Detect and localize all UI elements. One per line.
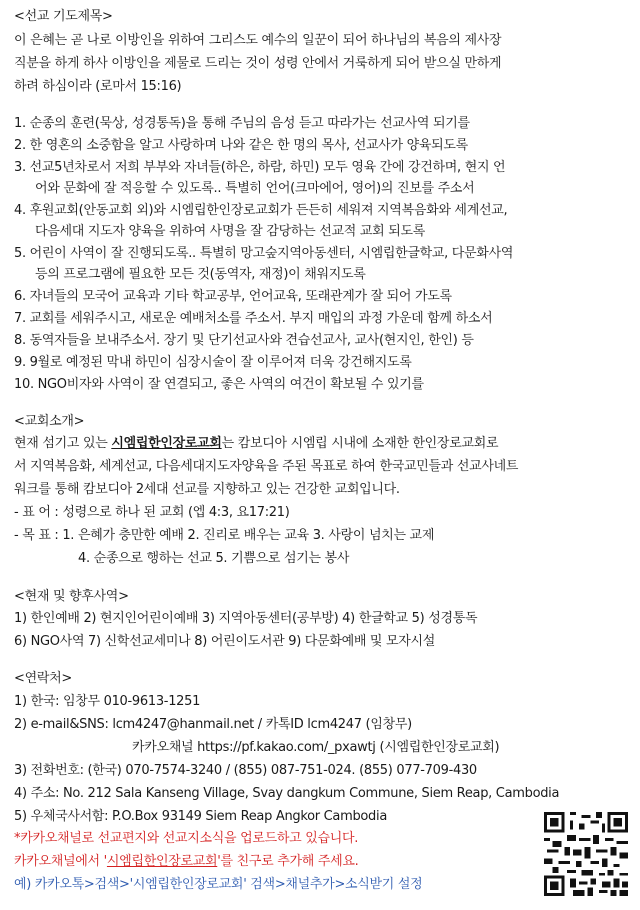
prayer-item-cont: 등의 프로그램에 필요한 모든 것(동역자, 재정)이 채워지도록 (35, 267, 366, 282)
contact-heading: <연락처> (14, 671, 72, 686)
contact-po-box: 5) 우체국사서함: P.O.Box 93149 Siem Reap Angkor Cambodia (14, 809, 387, 824)
ministry-line: 6) NGO사역 7) 신학선교세미나 8) 어린이도서관 9) 다문화예배 및 모자시설 (14, 634, 436, 649)
prayer-item: 10. NGO비자와 사역이 잘 연결되고, 좋은 사역의 여건이 확보될 수 있기를 (14, 377, 424, 392)
prayer-item: 3. 선교5년차로서 저희 부부와 자녀들(하은, 하람, 하민) 모두 영육 간에 강건하며, 현지 언 (14, 160, 506, 175)
church-intro-post: 는 캄보디아 시엠립 시내에 소재한 한인장로교회로 (221, 436, 499, 451)
notice-line: *카카오채널로 선교편지와 선교지소식을 업로드하고 있습니다. (14, 831, 359, 846)
prayer-item-cont: 어와 문화에 잘 적응할 수 있도록.. 특별히 언어(크마에어, 영어)의 진보를 주소서 (35, 181, 475, 196)
prayer-item: 8. 동역자들을 보내주소서. 장기 및 단기선교사와 견습선교사, 교사(현지인, 한인) 등 (14, 333, 474, 348)
contact-phone-local: 3) 전화번호: (한국) 070-7574-3240 / (855) 087-751-024. (855) 077-709-430 (14, 763, 477, 778)
prayer-item: 2. 한 영혼의 소중함을 알고 사랑하며 나와 같은 한 명의 목사, 선교사가 양육되도록 (14, 138, 468, 153)
notice-post: '를 친구로 추가해 주세요. (217, 854, 359, 869)
verse-line: 직분을 하게 하사 이방인을 제물로 드리는 것이 성령 안에서 거룩하게 되어 받으실 만하게 (14, 56, 502, 71)
church-intro-pre: 현재 섬기고 있는 (14, 436, 112, 451)
prayer-item: 4. 후원교회(안동교회 외)와 시엠립한인장로교회가 든든히 세워져 지역복음화와 세계선교, (14, 203, 508, 218)
church-name: 시엠립한인장로교회 (111, 436, 222, 451)
contact-address: 4) 주소: No. 212 Sala Kanseng Village, Svay dangkum Commune, Siem Reap, Cambodia (14, 786, 560, 801)
church-intro-line: 워크를 통해 캄보디아 2세대 선교를 지향하고 있는 건강한 교회입니다. (14, 482, 400, 497)
ministry-heading: <현재 및 향후사역> (14, 589, 129, 604)
prayer-heading: <선교 기도제목> (14, 9, 113, 24)
verse-line: 이 은혜는 곧 나로 이방인을 위하여 그리스도 예수의 일꾼이 되어 하나님의 복음의 제사장 (14, 33, 502, 48)
church-heading: <교회소개> (14, 414, 85, 429)
contact-kakao-channel: 카카오채널 https://pf.kakao.com/_pxawtj (시엠립한인장로교회) (132, 740, 500, 755)
notice-line (14, 854, 358, 870)
verse-line: 하려 하심이라 (로마서 15:16) (14, 79, 182, 94)
church-motto: - 표 어 : 성령으로 하나 된 교회 (엡 4:3, 요17:21) (14, 505, 290, 520)
prayer-item: 9. 9월로 예정된 막내 하민이 심장시술이 잘 이루어져 더욱 강건해지도록 (14, 355, 412, 370)
contact-email: 2) e-mail&SNS: lcm4247@hanmail.net / 카톡ID lcm4247 (임창무) (14, 717, 412, 732)
church-intro-line: 서 지역복음화, 세계선교, 다음세대지도자양육을 주된 목표로 하여 한국교민들과 선교사네트 (14, 459, 519, 474)
prayer-item-cont: 다음세대 지도자 양육을 위하여 사명을 잘 감당하는 선교적 교회 되도록 (35, 224, 425, 239)
church-goals: - 목 표 : 1. 은혜가 충만한 예배 2. 진리로 배우는 교육 3. 사랑이 넘치는 교제 (14, 528, 435, 543)
contact-phone-kr: 1) 한국: 임창무 010-9613-1251 (14, 694, 201, 709)
notice-pre: 카카오채널에서 ' (14, 854, 107, 869)
qr-code-icon (544, 812, 628, 896)
prayer-item: 6. 자녀들의 모국어 교육과 기타 학교공부, 언어교육, 또래관계가 잘 되어 가도록 (14, 289, 452, 304)
prayer-item: 5. 어린이 사역이 잘 진행되도록.. 특별히 망고숲지역아동센터, 시엠립한글학교, 다문화사역 (14, 246, 514, 261)
ministry-line: 1) 한인예배 2) 현지인어린이예배 3) 지역아동센터(공부방) 4) 한글학교 5) 성경통독 (14, 611, 478, 626)
notice-church-name: 시엠립한인장로교회 (106, 854, 218, 869)
notice-howto: 예) 카카오톡>검색>'시엠립한인장로교회' 검색>채널추가>소식받기 설정 (14, 877, 423, 892)
church-goals-cont: 4. 순종으로 행하는 선교 5. 기쁨으로 섬기는 봉사 (78, 551, 350, 566)
prayer-item: 7. 교회를 세워주시고, 새로운 예배처소를 주소서. 부지 매입의 과정 가운데 함께 하소서 (14, 311, 493, 326)
church-intro (14, 436, 498, 452)
prayer-item: 1. 순종의 훈련(묵상, 성경통독)을 통해 주님의 음성 듣고 따라가는 선교사역 되기를 (14, 116, 470, 131)
